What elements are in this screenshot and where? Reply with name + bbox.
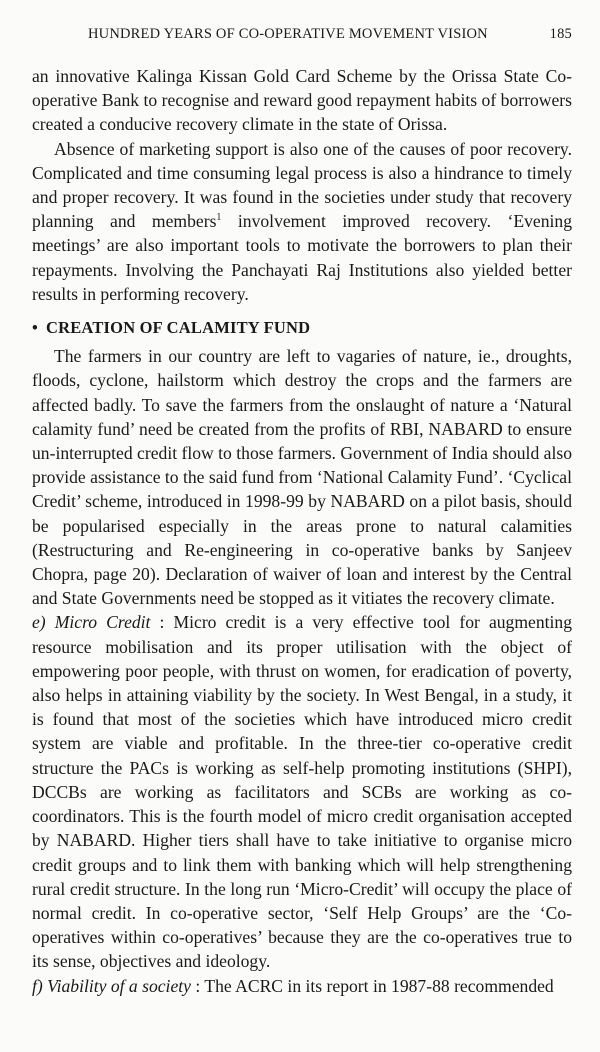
running-header-title: HUNDRED YEARS OF CO-OPERATIVE MOVEMENT VISION (88, 26, 488, 42)
bullet-icon: • (32, 318, 38, 338)
paragraph-calamity-fund: The farmers in our country are left to vagaries of nature, ie., droughts, floods, cyclone, hailstorm which destroy the crops and the farmers are affected badly. To save the farmers from the onslaught of nature a ‘Natural calamity fund’ need be created from the profits of RBI, NABARD to ensure un-interrupted credit flow to those farmers. Government of India should also provide assistance to the said fund from ‘National Calamity Fund’. ‘Cyclical Credit’ scheme, introduced in 1998-99 by NABARD on a pilot basis, should be popularised especially in the areas prone to natural calamities (Restructuring and Re-engineering in co-operative banks by Sanjeev Chopra, page 20). Declaration of waiver of loan and interest by the Central and State Governments need be stopped as it vitiates the recovery climate. (32, 346, 572, 609)
subhead-separator: : (150, 612, 174, 633)
page-body (32, 64, 572, 998)
spacer (32, 306, 572, 310)
paragraph-marketing-support-part1: Absence of marketing support is also one of the causes of poor recovery. Complicated and time consuming legal process is also a hindrance to timely and proper recovery. It was found in the societies under study that recovery planning and members (32, 138, 572, 232)
subhead-viability: f) Viability of a society (32, 975, 191, 996)
paragraph-viability (32, 974, 572, 998)
paragraph-kalinga-scheme: an innovative Kalinga Kissan Gold Card Scheme by the Orissa State Co-operative Bank to recognise and reward good repayment habits of borrowers created a conducive recovery climate in the state of Orissa. (32, 66, 572, 135)
paragraph-marketing-support-part2: involvement improved recovery. ‘Evening meetings’ are also important tools to motivate the borrowers to plan their repayments. Involving the Panchayati Raj Institutions also yielded better results in performing recovery. (32, 211, 572, 304)
subhead-micro-credit: e) Micro Credit (32, 612, 151, 633)
paragraph-viability-text: The ACRC in its report in 1987-88 recommended (204, 975, 554, 996)
page-number: 185 (549, 26, 572, 42)
footnote-marker: 1 (216, 212, 222, 224)
section-heading-text: CREATION OF CALAMITY FUND (46, 318, 311, 338)
paragraph-micro-credit-text: Micro credit is a very effective tool for augmenting resource mobilisation and its proper utilisation with the object of empowering poor people, with thrust on women, for eradication of poverty, also helps in attaining viability by the society. In West Bengal, in a study, it is found that most of the societies which have introduced micro credit system are viable and profitable. In the three-tier co-operative credit structure the PACs is working as self-help promoting institutions (SHPI), DCCBs are working as facilitators and SCBs are working as co-coordinators. This is the fourth model of micro credit organisation accepted by NABARD. Higher tiers shall have to take initiative to organise micro credit groups and to link them with banking which will help strengthening rural credit structure. In the long run ‘Micro-Credit’ will occupy the place of normal credit. In co-operative sector, ‘Self Help Groups’ are the ‘Co-operatives within co-operatives’ because they are the co-operatives true to its sense, objectives and ideology. (32, 612, 573, 972)
paragraph-micro-credit (32, 610, 572, 973)
paragraph-marketing-support (32, 137, 572, 306)
subhead-separator: : (190, 975, 205, 996)
running-header (88, 26, 572, 46)
section-heading-calamity-fund (32, 316, 572, 340)
